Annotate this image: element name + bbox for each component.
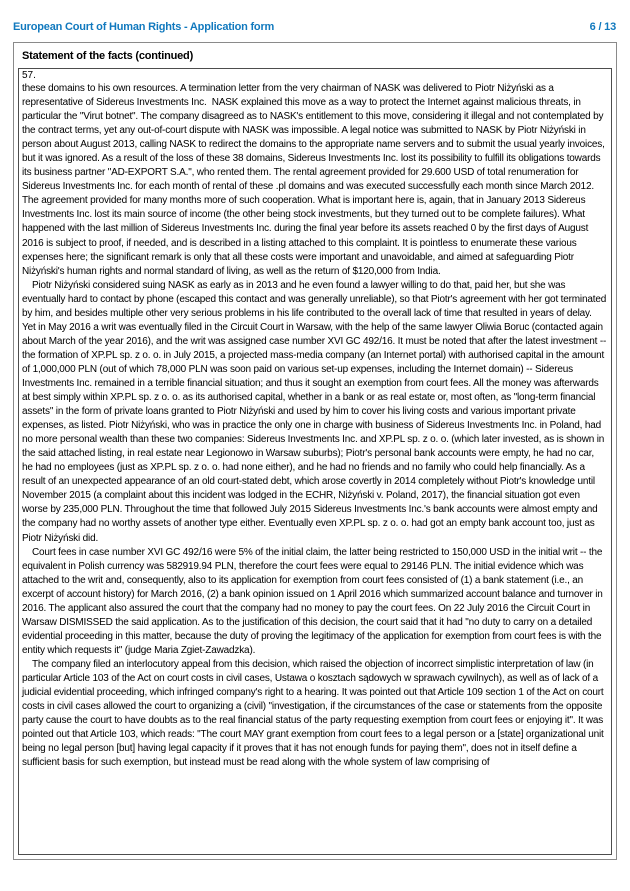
page-header	[13, 21, 616, 33]
statement-paragraph: Court fees in case number XVI GC 492/16 were 5% of the initial claim, the latter being restricted to 150,000 USD in the initial writ -- the equivalent in Polish currency was 582919.94 PLN, therefore the court fees were equal to 29146 PLN. The initial evidence which was attached to the writ and, consequently, also to its application for exemption from court fees consisted of (1) a bank statement (i.e., an excerpt of account history) for March 2016, (2) a bank opinion issued on 1 April 2016 which summarized account balance and turnover in 2016. The applicant also assured the court that the company had no money to pay the court fees. On 22 July 2016 the Circuit Court in Warsaw DISMISSED the said application. As to the justification of this decision, the court said that it had "no duty to carry on a detailed evidential proceeding in this matter, because the duty of proving the legitimacy of the application for exemption from court fees is with the entity which requests it" (judge Maria Zgiet-Zawadzka).	[22, 546, 606, 656]
document-title: European Court of Human Rights - Application form	[13, 21, 275, 33]
statement-paragraph: Piotr Niżyński considered suing NASK as early as in 2013 and he even found a lawyer willing to do that, paid her, but she was eventually hard to contact by phone (escaped this contact and was generally unreliable), so that Piotr's agreement with her got terminated by him, and besides multiple other very serious problems in his life contributed to the overall lack of time that resulted in years of delay. Yet in May 2016 a writ was eventually filed in the Circuit Court in Warsaw, with the help of the same lawyer Oliwia Boruc (contacted again about March of the year 2016), and the writ was assigned case number XVI GC 492/16. It must be noted that after the latest investment -- the formation of XP.PL sp. z o. o. in July 2015, a projected mass-media company (an Internet portal) with authorised capital in the amount of 1,000,000 PLN (out of which 78,000 PLN was soon paid on various set-up expenses, including the Internet domain) -- Sidereus Investments Inc. remained in a terrible financial situation; and thus it sought an exemption from court fees. All the money was afterwards at best simply within XP.PL sp. z o. o. as its authorised capital, whether in a bank or as real estate or, most often, as "long-term financial assets" in the form of private loans granted to Piotr Niżyński and used by him to cover his living costs and various important private expenses, as listed. Piotr Niżyński, who was in practice the only one in charge with business of Sidereus Investments Inc. in Poland, had no more personal wealth than these two companies: Sidereus Investments Inc. and XP.PL sp. z o. o. (which later invested, as is shown in the said attached listing, in real estate near Legionowo in Warsaw suburbs); Piotr's personal bank accounts were empty, he had no car, he had no employees (just as XP.PL sp. z o. o. had none either), and he had no friends and no family who could help financially. As a result of an unexpected appearance of an old court-stated debt, which arose covertly in 2014 completely without Piotr's knowledge until November 2015 (a complaint about this incident was lodged in the ECHR, Niżyński v. Poland, 2017), the financial situation got even worse by 235,000 PLN. Throughout the time that followed July 2015 Sidereus Investments Inc.'s bank accounts were almost empty and the company had no worthy assets of another type either. Eventually even XP.PL sp. z o. o. had got an empty bank account too, just as Piotr Niżyński did.	[22, 279, 609, 544]
statement-text-field	[18, 68, 612, 855]
page-number: 6 / 13	[589, 21, 616, 33]
paragraph-number: 57.	[22, 70, 36, 81]
statement-section	[13, 42, 617, 860]
statement-paragraph: these domains to his own resources. A termination letter from the very chairman of NASK was delivered to Piotr Niżyński as a representative of Sidereus Investments Inc. NASK explained this move as a way to protect the Internet against malicious threats, in particular the "Virut botnet". The company disagreed as to NASK's entitlement to this move, considering it illegal and not contemplated by the contract terms, yet any out-of-court dispute with NASK was impossible. A legal notice was submitted to NASK by Piotr Niżyński in person about August 2013, calling NASK to redirect the domains to the appropriate name servers and to submit the usual yearly invoices, but it was ignored. As a result of the loss of these 38 domains, Sidereus Investments Inc. lost its possibility to fulfill its obligations towards its business partner "AD-EXPORT S.A.", who rented them. The rental agreement provided for 29.600 USD of total renumeration for Sidereus Investments Inc. for each month of rental of these .pl domains and was executed successfully each month since March 2012. The agreement provided for many months more of such cooperation. What is important here is, again, that in January 2013 Sidereus Investments Inc. lost its main source of income (the other being stock investments, but they turned out to be complete failures). What happened with the last million of Sidereus Investments Inc. during the final year before its assets reached 0 by the first days of August 2016 is subject to proof, if needed, and is described in a listing attached to this complaint. It is pointless to enumerate these various expenses here; the significant remark is only that all these costs were important and unavoidable, and aimed at safeguarding Piotr Niżyński's human rights and normal standard of living, as well as the return of $120,000 from India.	[22, 83, 608, 277]
statement-paragraph: The company filed an interlocutory appeal from this decision, which raised the objection of incorrect simplistic interpretation of law (in particular Article 103 of the Act on court costs in civil cases, Ustawa o kosztach sądowych w sprawach cywilnych), as well as of lack of a judicial evidential proceeding, which infringed company's right to a hearing. It was pointed out that Article 109 section 1 of the Act on court costs in civil cases allowed the court to organizing a (civil) "investigation, if the circumstances of the case or statements from the opposite party cause the court to have doubts as to the real financial status of the party requesting exemption from court fees or enjoying it". It was pointed out that Article 103, which reads: "The court MAY grant exemption from court fees to a legal person or a [state] organizational unit being no legal person [but] having legal capacity if it proves that it has not enough funds for paying them", does not in itself define a sufficient basis for such exemption, but instead must be read along with the whole system of law comprising of	[22, 658, 607, 769]
section-title: Statement of the facts (continued)	[22, 50, 194, 62]
